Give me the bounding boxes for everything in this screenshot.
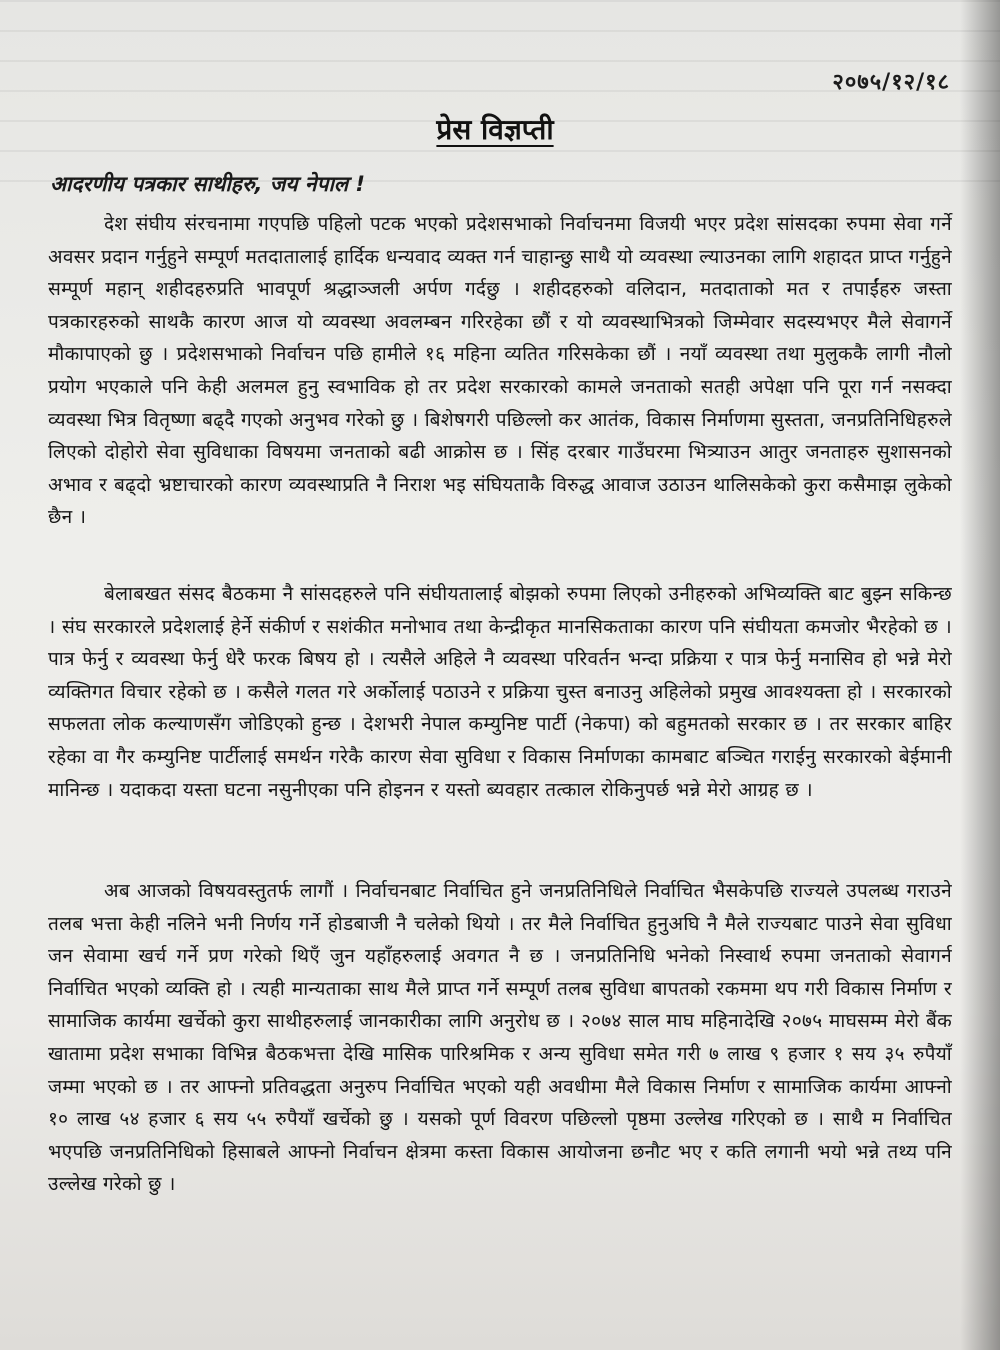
paragraph-3: अब आजको विषयवस्तुतर्फ लागौं । निर्वाचनबाट निर्वाचित हुने जनप्रतिनिधिले निर्वाचित भैसकेपछि राज्यले उपलब्ध गराउने तलब भत्ता केही नलिने भनी निर्णय गर्ने होडबाजी नै चलेको थियो । तर मैले निर्वाचित हुनुअघि नै मैले राज्यबाट पाउने सेवा सुविधा जन सेवामा खर्च गर्ने प्रण गरेको थिएँ जुन यहाँहरुलाई अवगत नै छ । जनप्रतिनिधि भनेको निस्वार्थ रुपमा जनताको सेवागर्न निर्वाचित भएको व्यक्ति हो । त्यही मान्यताका साथ मैले प्राप्त गर्ने सम्पूर्ण तलब सुविधा बापतको रकममा थप गरी विकास निर्माण र सामाजिक कार्यमा खर्चेको कुरा साथीहरुलाई जानकारीका लागि अनुरोध छ । २०७४ साल माघ महिनादेखि २०७५ माघसम्म मेरो बैंक खातामा प्रदेश सभाका विभिन्न बैठकभत्ता देखि मासिक पारिश्रमिक र अन्य सुविधा समेत गरी ७ लाख ९ हजार १ सय ३५ रुपैयाँ जम्मा भएको छ । तर आफ्नो प्रतिवद्धता अनुरुप निर्वाचित भएको यही अवधीमा मैले विकास निर्माण र सामाजिक कार्यमा आफ्नो १० लाख ५४ हजार ६ सय ५५ रुपैयाँ खर्चेको छु । यसको पूर्ण विवरण पछिल्लो पृष्ठमा उल्लेख गरिएको छ । साथै म निर्वाचित भएपछि जनप्रतिनिधिको हिसाबले आफ्नो निर्वाचन क्षेत्रमा कस्ता विकास आयोजना छनौट भए र कति लगानी भयो भन्ने तथ्य पनि उल्लेख गरेको छु । bbox=[48, 880, 952, 1196]
salutation: आदरणीय पत्रकार साथीहरु, जय नेपाल ! bbox=[50, 172, 366, 196]
paragraph-1: देश संघीय संरचनामा गएपछि पहिलो पटक भएको प्रदेशसभाको निर्वाचनमा विजयी भएर प्रदेश सांसदका रुपमा सेवा गर्ने अवसर प्रदान गर्नुहुने सम्पूर्ण मतदातालाई हार्दिक धन्यवाद व्यक्त गर्न चाहान्छु साथै यो व्यवस्था ल्याउनका लागि शहादत प्राप्त गर्नुहुने सम्पूर्ण महान् शहीदहरुप्रति भावपूर्ण श्रद्धाञ्जली अर्पण गर्दछु । शहीदहरुको वलिदान, मतदाताको मत र तपाईंहरु जस्ता पत्रकारहरुको साथकै कारण आज यो व्यवस्था अवलम्बन गरिरहेका छौं र यो व्यवस्थाभित्रको जिम्मेवार सदस्यभएर मैले सेवागर्ने मौकापाएको छु । प्रदेशसभाको निर्वाचन पछि हामीले १६ महिना व्यतित गरिसकेका छौं । नयाँ व्यवस्था तथा मुलुककै लागी नौलो प्रयोग भएकाले पनि केही अलमल हुनु स्वभाविक हो तर प्रदेश सरकारको कामले जनताको सतही अपेक्षा पनि पूरा गर्न नसक्दा व्यवस्था भित्र वितृष्णा बढ्दै गएको अनुभव गरेको छु । बिशेषगरी पछिल्लो कर आतंक, विकास निर्माणमा सुस्तता, जनप्रतिनिधिहरुले लिएको दोहोरो सेवा सुविधाका विषयमा जनताको बढी आक्रोस छ । सिंह दरबार गाउँघरमा भित्र्याउन आतुर जनताहरु सुशासनको अभाव र बढ्दो भ्रष्टाचारको कारण व्यवस्थाप्रति नै निराश भइ संघियताकै विरुद्ध आवाज उठाउन थालिसकेको कुरा कसैमाझ लुकेको छैन । bbox=[48, 213, 952, 529]
document-date: २०७५/१२/१८ bbox=[832, 70, 950, 95]
page-edge-shadow bbox=[960, 0, 1000, 1350]
document-title: प्रेस विज्ञप्ती bbox=[436, 113, 554, 146]
paragraph-2: बेलाबखत संसद बैठकमा नै सांसदहरुले पनि संघीयतालाई बोझको रुपमा लिएको उनीहरुको अभिव्यक्ति बाट बुझ्न सकिन्छ । संघ सरकारले प्रदेशलाई हेर्ने संकीर्ण र सशंकीत मनोभाव तथा केन्द्रीकृत मानसिकताका कारण पनि संघीयता कमजोर भैरहेको छ । पात्र फेर्नु र व्यवस्था फेर्नु धेरै फरक बिषय हो । त्यसैले अहिले नै व्यवस्था परिवर्तन भन्दा प्रक्रिया र पात्र फेर्नु मनासिव हो भन्ने मेरो व्यक्तिगत विचार रहेको छ । कसैले गलत गरे अर्कोलाई पठाउने र प्रक्रिया चुस्त बनाउनु अहिलेको प्रमुख आवश्यक्ता हो । सरकारको सफलता लोक कल्याणसँग जोडिएको हुन्छ । देशभरी नेपाल कम्युनिष्ट पार्टी (नेकपा) को बहुमतको सरकार छ । तर सरकार बाहिर रहेका वा गैर कम्युनिष्ट पार्टीलाई समर्थन गरेकै कारण सेवा सुविधा र विकास निर्माणका कामबाट बञ्चित गराईनु सरकारको बेईमानी मानिन्छ । यदाकदा यस्ता घटना नसुनीएका पनि होइनन र यस्तो ब्यवहार तत्काल रोकिनुपर्छ भन्ने मेरो आग्रह छ । bbox=[48, 583, 952, 801]
